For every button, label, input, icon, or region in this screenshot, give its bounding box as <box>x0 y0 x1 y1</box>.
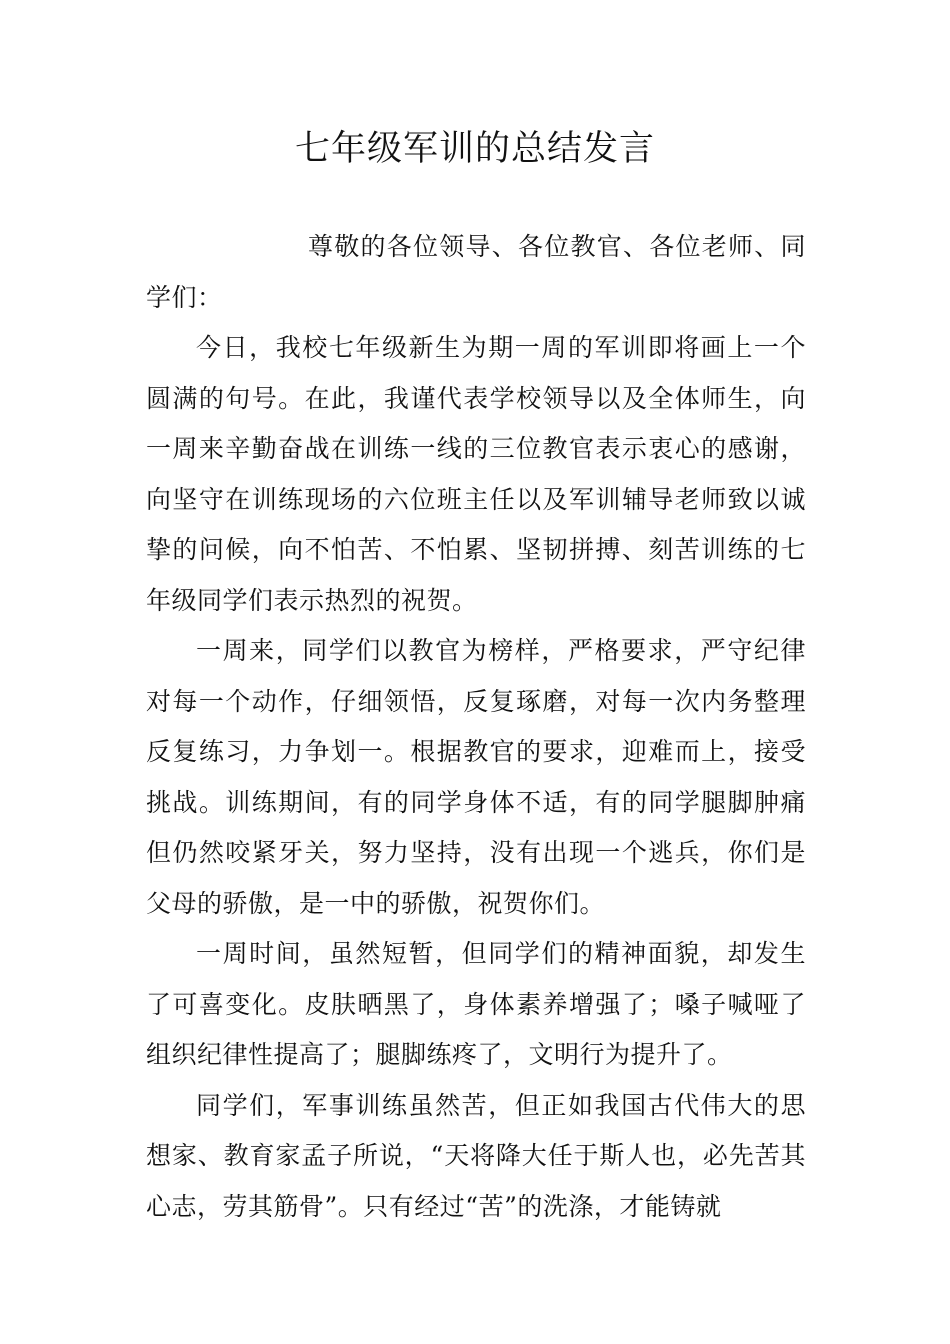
document-title: 七年级军训的总结发言 <box>294 129 655 169</box>
body-paragraph-3: 一周时间，虽然短暂，但同学们的精神面貌，却发生了可喜变化。皮肤晒黑了，身体素养增强了；嗓子喊哑了组织纪律性提高了；腿脚练疼了，文明行为提升了。 <box>146 939 806 1069</box>
body-paragraph-1: 今日，我校七年级新生为期一周的军训即将画上一个圆满的句号。在此，我谨代表学校领导以及全体师生，向一周来辛勤奋战在训练一线的三位教官表示衷心的感谢，向坚守在训练现场的六位班主任以及军训辅导老师致以诚挚的问候，向不怕苦、不怕累、坚韧拼搏、刻苦训练的七年级同学们表示热烈的祝贺。 <box>146 333 806 615</box>
body-paragraph-4: 同学们，军事训练虽然苦，但正如我国古代伟大的思想家、教育家孟子所说，“天将降大任于斯人也，必先苦其心志，劳其筋骨”。只有经过“苦”的洗涤，才能铸就 <box>146 1090 806 1221</box>
salutation-paragraph: 尊敬的各位领导、各位教官、各位老师、同学们： <box>146 232 806 312</box>
document-body <box>146 222 806 1232</box>
body-paragraph-2: 一周来，同学们以教官为榜样，严格要求，严守纪律对每一个动作，仔细领悟，反复琢磨，对每一次内务整理反复练习，力争划一。根据教官的要求，迎难而上，接受挑战。训练期间，有的同学身体不适，有的同学腿脚肿痛但仍然咬紧牙关，努力坚持，没有出现一个逃兵，你们是父母的骄傲，是一中的骄傲，祝贺你们。 <box>146 636 806 918</box>
